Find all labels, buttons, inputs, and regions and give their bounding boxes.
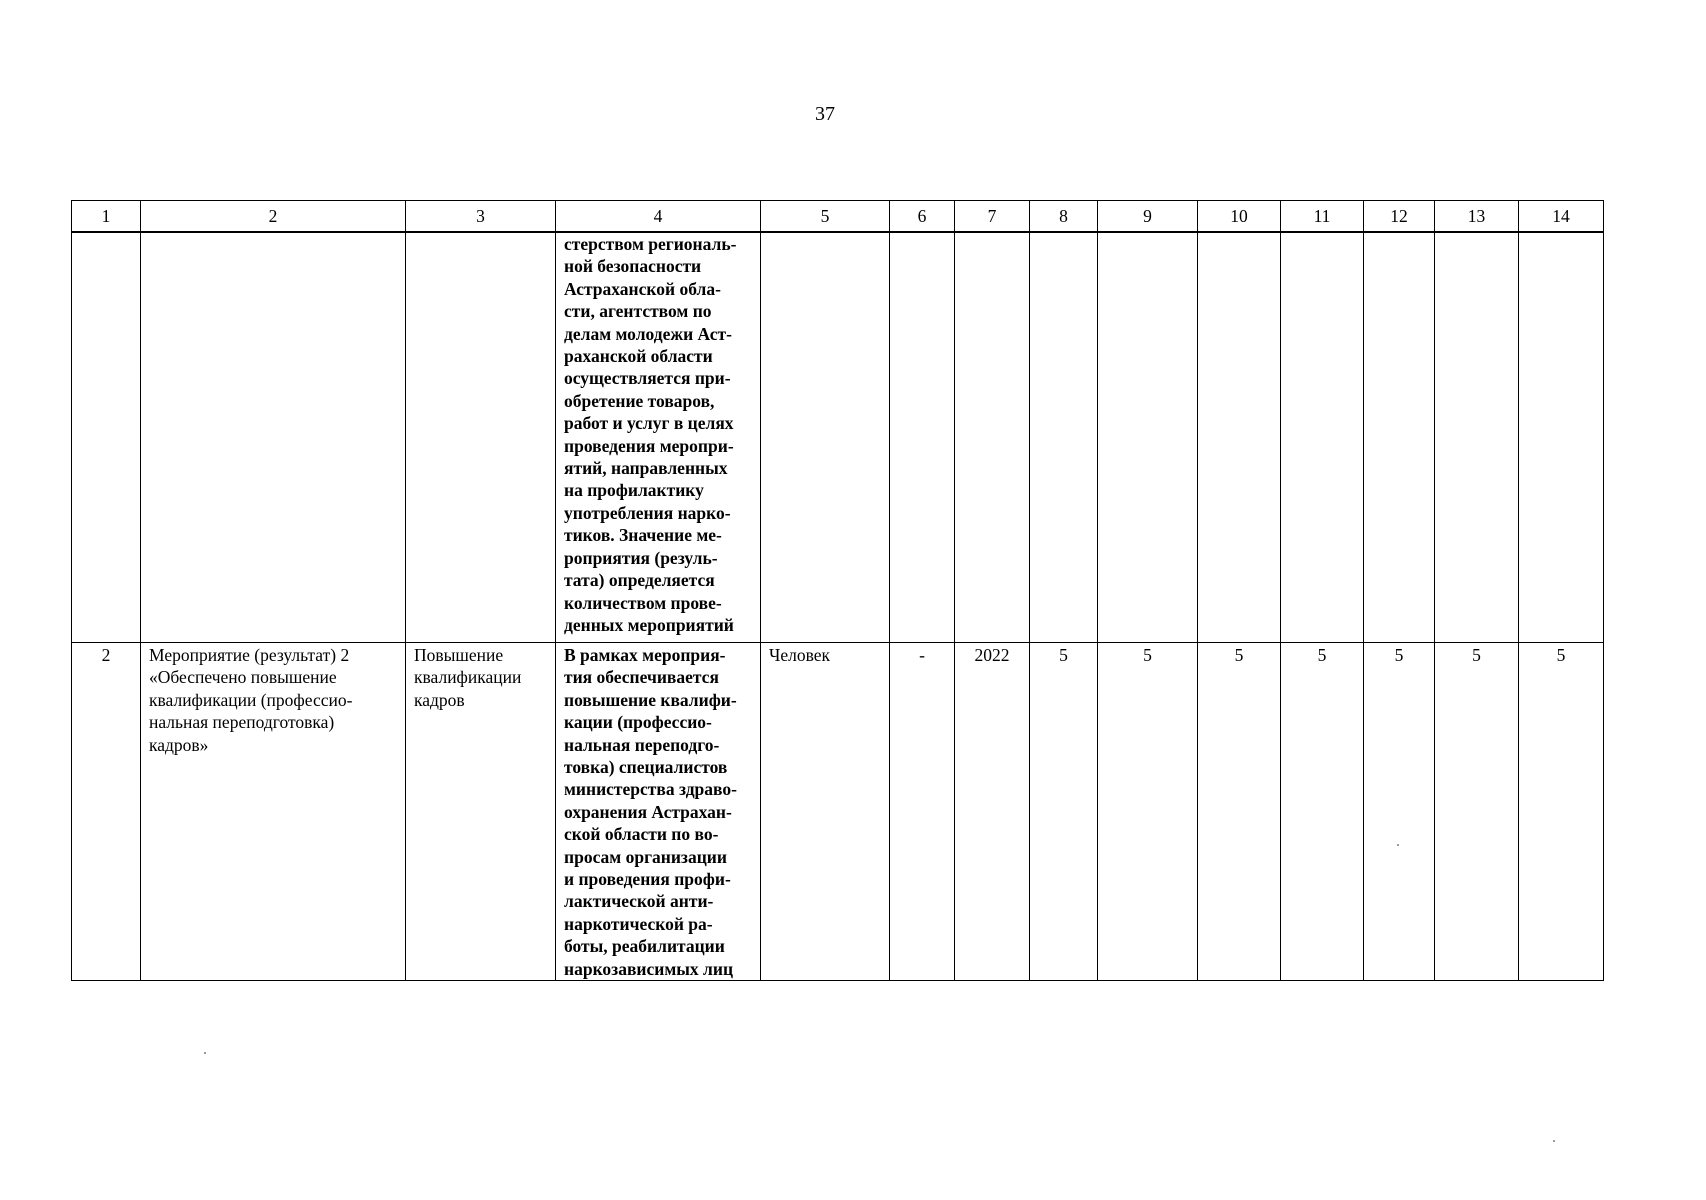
table-row [72,232,1604,643]
measure-name-cell [141,232,406,643]
value-cell [955,232,1030,643]
unit-cell: Человек [761,643,890,981]
column-header: 10 [1198,201,1281,233]
value-cell [1030,232,1098,643]
value-cell [1198,232,1281,643]
scan-speck [1553,1140,1555,1142]
value-cell: 5 [1198,643,1281,981]
value-cell: 5 [1098,643,1198,981]
column-header: 13 [1435,201,1519,233]
value-cell [890,232,955,643]
measure-type-cell: Повышение квалификации кадров [406,643,556,981]
column-header: 5 [761,201,890,233]
base-year-cell: 2022 [955,643,1030,981]
unit-cell [761,232,890,643]
value-cell: 5 [1030,643,1098,981]
value-cell [1098,232,1198,643]
page-number: 37 [815,103,835,125]
scan-speck [204,1052,206,1054]
value-cell: 5 [1435,643,1519,981]
column-header: 8 [1030,201,1098,233]
scan-speck [1397,844,1399,846]
measures-table [71,200,1604,981]
column-header: 1 [72,201,141,233]
table-row [72,643,1604,981]
column-header: 9 [1098,201,1198,233]
value-cell [1435,232,1519,643]
measure-type-cell [406,232,556,643]
column-header: 14 [1519,201,1604,233]
row-number-cell: 2 [72,643,141,981]
column-header: 3 [406,201,556,233]
column-header: 6 [890,201,955,233]
measure-description-cell: стерством региональ- ной безопасности Астраханской обла- сти, агентством по делам молодежи Аст- раханской области осуществляется при- обретение товаров, работ и услуг в целях проведения меропри- ятий, направленных на профилактику употребления нарко- тиков. Значение ме- роприятия (резуль- тата) определяется количеством прове- денных мероприятий [556,232,761,643]
column-header: 12 [1364,201,1435,233]
value-cell [1519,232,1604,643]
column-header: 7 [955,201,1030,233]
row-number-cell [72,232,141,643]
value-cell: 5 [1281,643,1364,981]
column-header: 2 [141,201,406,233]
value-cell: 5 [1364,643,1435,981]
column-header: 4 [556,201,761,233]
column-header: 11 [1281,201,1364,233]
value-cell [1281,232,1364,643]
measure-description-cell: В рамках мероприя- тия обеспечивается повышение квалифи- кации (профессио- нальная переподго- товка) специалистов министерства здраво- охранения Астрахан- ской области по во- просам организации и проведения профи- лактической анти- наркотической ра- боты, реабилитации наркозависимых лиц [556,643,761,981]
column-numbers-row [72,201,1604,233]
value-cell: 5 [1519,643,1604,981]
base-value-cell: - [890,643,955,981]
value-cell [1364,232,1435,643]
measure-name-cell: Мероприятие (результат) 2 «Обеспечено повышение квалификации (профессио- нальная переподготовка) кадров» [141,643,406,981]
